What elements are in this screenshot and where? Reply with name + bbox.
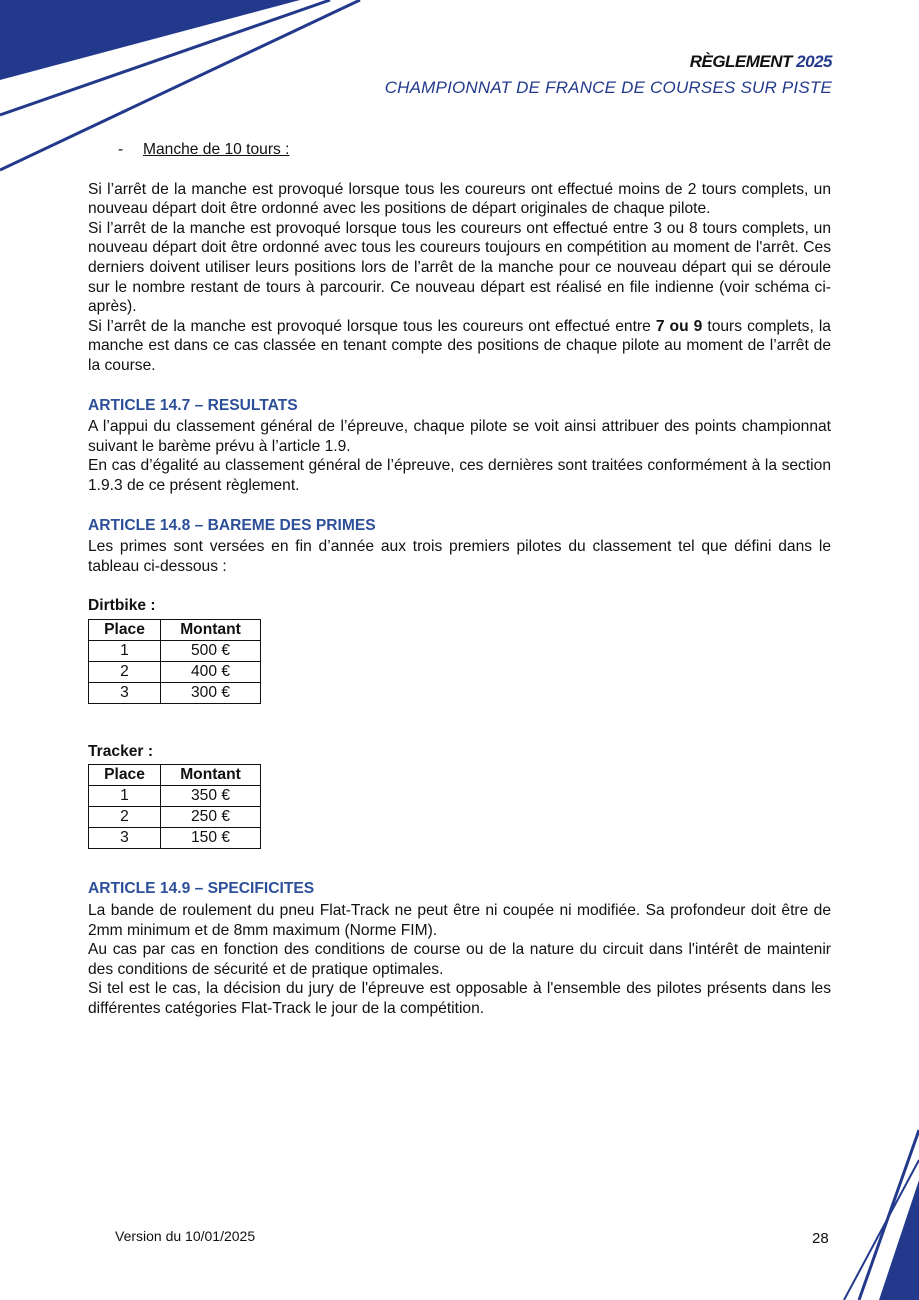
table-row: [89, 661, 261, 682]
table-row: [89, 682, 261, 703]
bold-laps: 7 ou 9: [655, 317, 703, 335]
column-header-place: Place: [89, 765, 161, 786]
article-14-9-paragraph-1: La bande de roulement du pneu Flat-Track ne peut être ni coupée ni modifiée. Sa profondeur doit être de 2mm minimum et de 8mm maximum (Norme FIM).: [88, 902, 831, 939]
manche-paragraph-3: Si l’arrêt de la manche est provoqué lorsque tous les coureurs ont effectué entre 7 ou 9 tours complets, la manche est dans ce cas classée en tenant compte des positions de chaque pilote au moment de l’arrêt de la course.: [88, 317, 831, 374]
manche-heading: [118, 140, 831, 160]
footer-version: Version du 10/01/2025: [115, 1228, 256, 1244]
header-title-main: RÈGLEMENT: [689, 52, 792, 71]
page-number: 28: [812, 1230, 829, 1247]
table-row: [89, 807, 261, 828]
header-title-year: 2025: [796, 52, 832, 71]
header-subtitle: CHAMPIONNAT DE FRANCE DE COURSES SUR PISTE: [384, 78, 832, 97]
column-header-montant: Montant: [161, 619, 261, 640]
table-row: [89, 786, 261, 807]
tracker-prize-table: [88, 764, 261, 849]
manche-title: Manche de 10 tours :: [143, 141, 290, 158]
montant-cell: 500 €: [161, 640, 261, 661]
document-body: [88, 140, 831, 1019]
place-cell: 1: [89, 640, 161, 661]
dirtbike-prize-table: [88, 619, 261, 704]
article-14-7-heading: ARTICLE 14.7 – RESULTATS: [88, 396, 298, 414]
page-header: [385, 52, 832, 98]
place-cell: 1: [89, 786, 161, 807]
column-header-place: Place: [89, 619, 161, 640]
header-title: [385, 52, 832, 72]
table-row: [89, 828, 261, 849]
table-header-row: [89, 619, 261, 640]
dirtbike-label: Dirtbike :: [88, 597, 156, 615]
tracker-label: Tracker :: [88, 742, 154, 760]
place-cell: 3: [89, 828, 161, 849]
montant-cell: 150 €: [161, 828, 261, 849]
manche-paragraph-1: Si l’arrêt de la manche est provoqué lorsque tous les coureurs ont effectué moins de 2 tours complets, un nouveau départ doit être ordonné avec les positions de départ originales de chaque pilote.: [88, 180, 831, 218]
article-14-7-paragraph-1: A l’appui du classement général de l’épreuve, chaque pilote se voit ainsi attribuer des points championnat suivant le barème prévu à l’article 1.9.: [88, 418, 831, 455]
article-14-9-paragraph-2: Au cas par cas en fonction des conditions de course ou de la nature du circuit dans l'intérêt de maintenir des conditions de sécurité et de pratique optimales.: [88, 941, 831, 978]
montant-cell: 400 €: [161, 661, 261, 682]
column-header-montant: Montant: [161, 765, 261, 786]
article-14-9-paragraph-3: Si tel est le cas, la décision du jury de l'épreuve est opposable à l'ensemble des pilotes présents dans les différentes catégories Flat-Track le jour de la compétition.: [88, 980, 831, 1018]
table-header-row: [89, 765, 261, 786]
table-row: [89, 640, 261, 661]
article-14-9-heading: ARTICLE 14.9 – SPECIFICITES: [88, 880, 315, 898]
place-cell: 3: [89, 682, 161, 703]
bottom-right-stripes-decoration: [839, 1120, 919, 1300]
article-14-7-paragraph-2: En cas d’égalité au classement général de l’épreuve, ces dernières sont traitées conformément à la section 1.9.3 de ce présent règlement.: [88, 457, 831, 494]
montant-cell: 250 €: [161, 807, 261, 828]
montant-cell: 300 €: [161, 682, 261, 703]
article-14-8-paragraph-1: Les primes sont versées en fin d’année aux trois premiers pilotes du classement tel que défini dans le tableau ci-dessous :: [88, 538, 831, 575]
montant-cell: 350 €: [161, 786, 261, 807]
place-cell: 2: [89, 661, 161, 682]
manche-paragraph-2: Si l’arrêt de la manche est provoqué lorsque tous les coureurs ont effectué entre 3 ou 8 tours complets, un nouveau départ doit être ordonné avec tous les coureurs toujours en compétition au moment de l'arrêt. Ces derniers doivent utiliser leurs positions lors de l’arrêt de la manche pour ce nouveau départ qui se déroule sur le nombre restant de tours à parcourir. Ce nouveau départ est réalisé en file indienne (voir schéma ci-après).: [88, 219, 831, 316]
place-cell: 2: [89, 807, 161, 828]
article-14-8-heading: ARTICLE 14.8 – BAREME DES PRIMES: [88, 516, 376, 534]
list-dash: -: [118, 141, 124, 158]
